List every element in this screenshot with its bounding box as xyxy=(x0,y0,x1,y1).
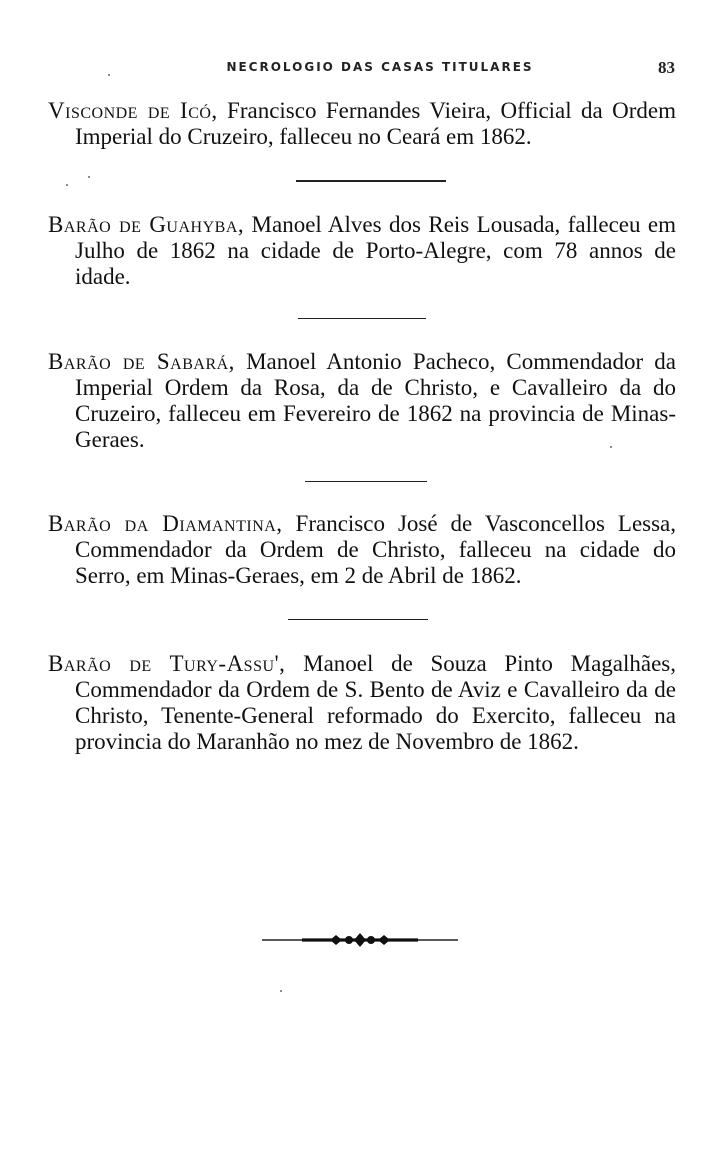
print-speck xyxy=(610,446,612,448)
necrology-entry xyxy=(48,98,676,150)
entry-text: Francisco Fernandes Vieira, Official da Ordem Imperial do Cruzeiro, falleceu no Ceará em 1862. xyxy=(75,98,676,149)
entry-text: Manoel de Souza Pinto Magalhães, Commendador da Ordem de S. Bento de Aviz e Cavalleiro da de Christo, Tenente-General reformado do Exercito, falleceu na provincia do Maranhão no mez de Novembro de 1862. xyxy=(75,651,676,754)
page-number: 83 xyxy=(658,58,675,77)
entry-title: Barão da Diamantina, xyxy=(48,511,283,536)
entry-text: Francisco José de Vasconcellos Lessa, Commendador da Ordem de Christo, falleceu na cidade do Serro, em Minas-Geraes, em 2 de Abril de 1862. xyxy=(75,511,677,588)
entry-title: Visconde de Icó, xyxy=(48,98,218,123)
print-speck xyxy=(66,184,68,186)
necrology-entry xyxy=(48,511,676,589)
ornament-tailpiece-icon xyxy=(262,930,458,950)
entry-title: Barão de Tury-Assu', xyxy=(48,651,286,676)
necrology-entry xyxy=(48,651,676,755)
print-speck xyxy=(108,74,110,76)
section-divider xyxy=(305,481,427,482)
entry-text: Manoel Alves dos Reis Lousada, falleceu em Julho de 1862 na cidade de Porto-Alegre, com 78 annos de idade. xyxy=(75,212,676,289)
print-speck xyxy=(280,990,282,992)
running-head: NECROLOGIO DAS CASAS TITULARES xyxy=(226,60,534,74)
section-divider xyxy=(296,180,446,182)
necrology-entry xyxy=(48,212,676,290)
entry-title: Barão de Guahyba, xyxy=(48,212,245,237)
entry-text: Manoel Antonio Pacheco, Commendador da Imperial Ordem da Rosa, da de Christo, e Cavalleiro da do Cruzeiro, falleceu em Fevereiro de 1862 na provincia de Minas-Geraes. xyxy=(75,349,676,452)
necrology-entry xyxy=(48,349,676,453)
section-divider xyxy=(288,619,428,620)
print-speck xyxy=(88,176,90,178)
section-divider xyxy=(298,318,426,319)
entry-title: Barão de Sabará, xyxy=(48,349,235,374)
